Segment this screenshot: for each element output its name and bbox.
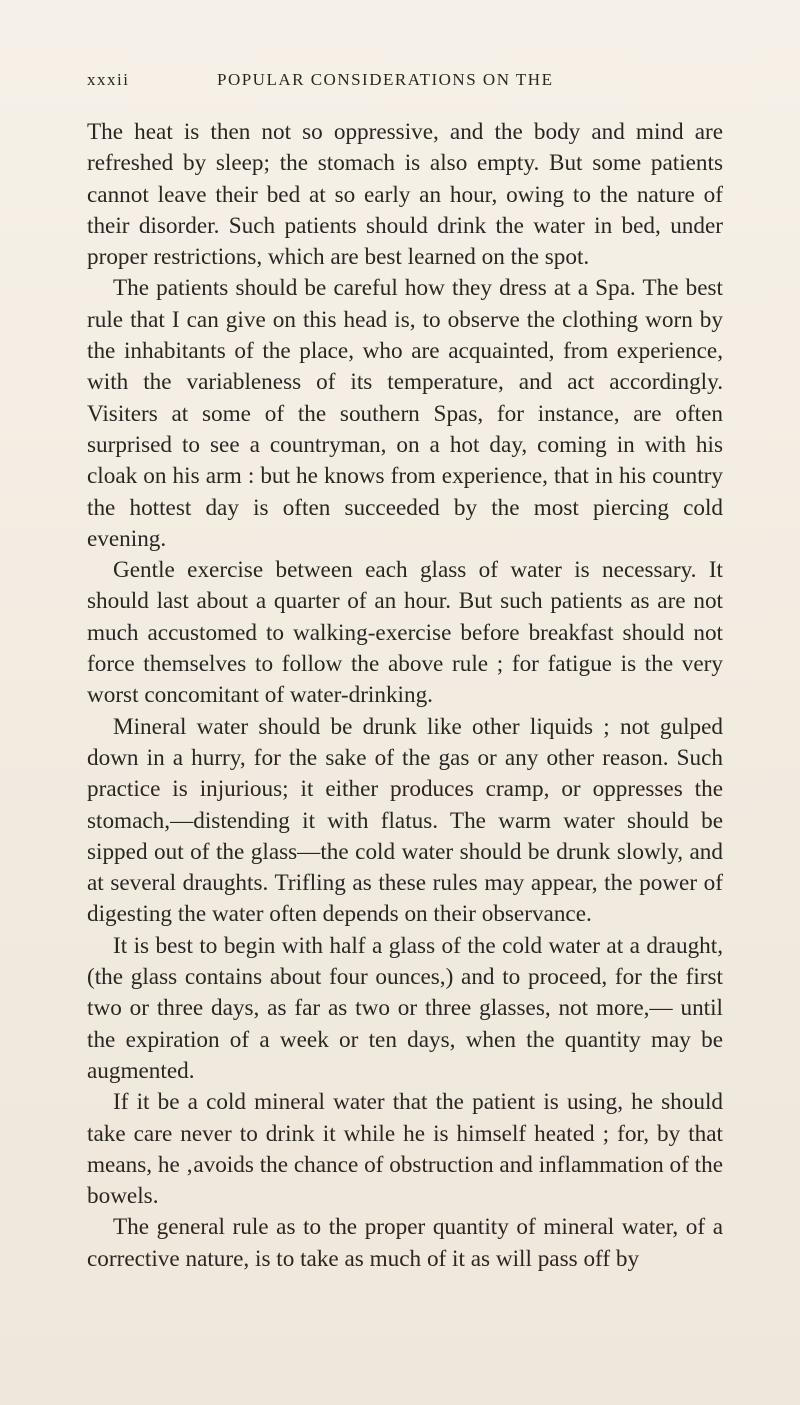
paragraph: It is best to begin with half a glass of the cold water at a draught, (the glass contains about four ounces,) and to proceed, for the first two or three days, as far as two or three glasses, not more,— until the expiration of a week or ten days, when the quantity may be augmented. [87,932,723,1084]
paragraph: The heat is then not so oppressive, and the body and mind are refreshed by sleep; the stomach is also empty. But some patients cannot leave their bed at so early an hour, owing to the nature of their disorder. Such patients should drink the water in bed, under proper restrictions, which are best learned on the spot. [87,119,723,271]
paragraph: Mineral water should be drunk like other liquids ; not gulped down in a hurry, for the sake of the gas or any other reason. Such practice is injurious; it either produces cramp, or oppresses the stomach,—distending it with flatus. The warm water should be sipped out of the glass—the cold water should be drunk slowly, and at several draughts. Trifling as these rules may appear, the power of digesting the water often depends on their observance. [87,713,723,928]
page-header [87,70,727,96]
paragraph: Gentle exercise between each glass of water is necessary. It should last about a quarter of an hour. But such patients as are not much accustomed to walking-exercise before breakfast should not force themselves to follow the above rule ; for fatigue is the very worst concomitant of water-drinking. [87,557,723,709]
body-text [87,117,723,1275]
page-number: xxxii [87,70,130,89]
paragraph: The general rule as to the proper quantity of mineral water, of a corrective nature, is to take as much of it as will pass off by [87,1214,723,1272]
running-head: POPULAR CONSIDERATIONS ON THE [217,70,554,89]
paragraph: If it be a cold mineral water that the patient is using, he should take care never to drink it while he is himself heated ; for, by that means, he ‚avoids the chance of obstruction and inflammation of the bowels. [87,1089,723,1210]
paragraph: The patients should be careful how they dress at a Spa. The best rule that I can give on this head is, to observe the clothing worn by the inhabitants of the place, who are acquainted, from experience, with the variableness of its temperature, and act accordingly. Visiters at some of the southern Spas, for instance, are often surprised to see a countryman, on a hot day, coming in with his cloak on his arm : but he knows from experience, that in his country the hottest day is often succeeded by the most piercing cold evening. [87,275,723,552]
